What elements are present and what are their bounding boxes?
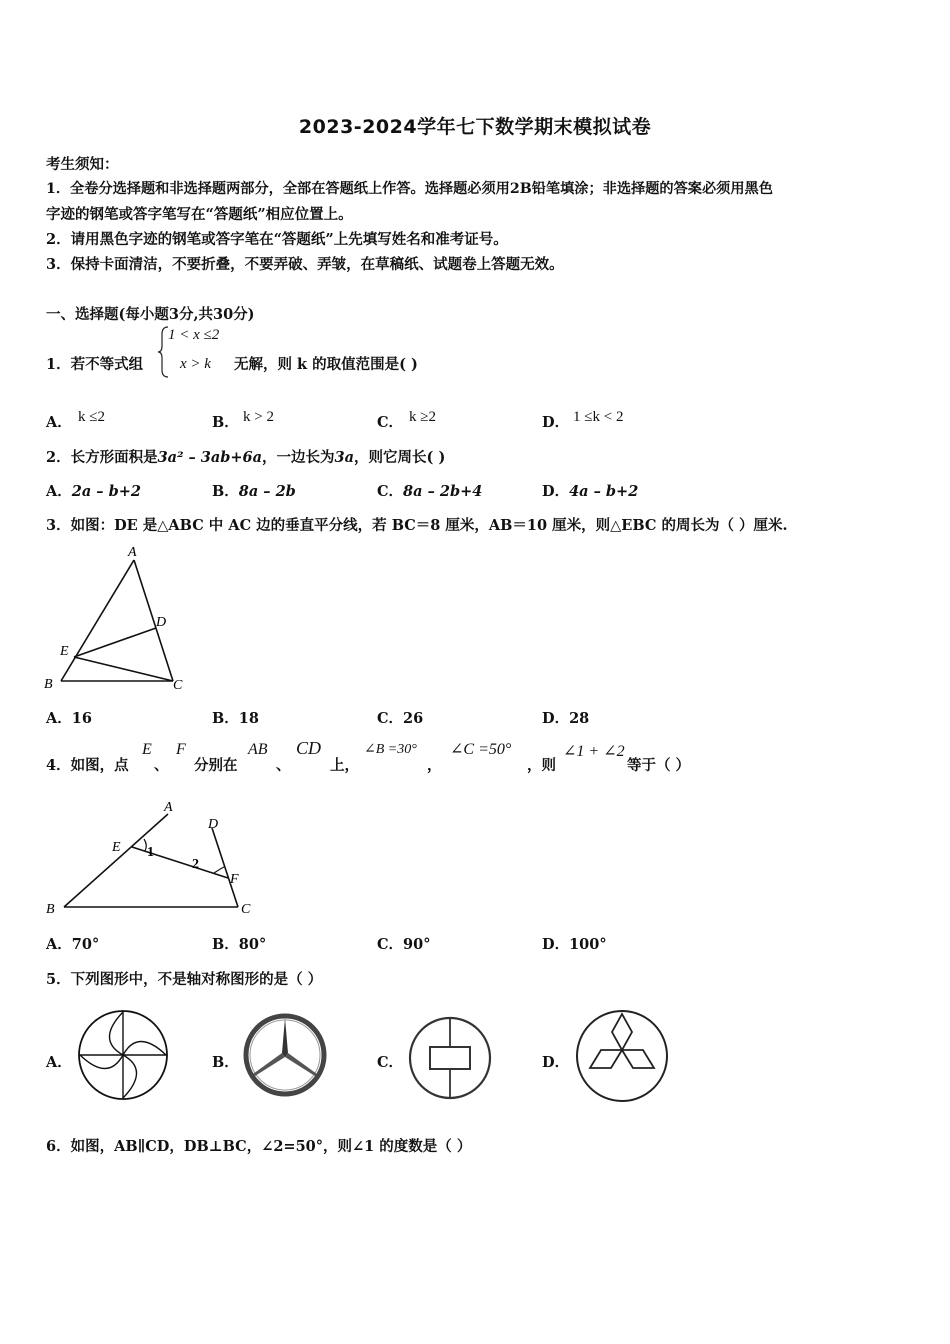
q4-label-b: B: [46, 902, 55, 917]
q4-line-cd: [212, 828, 238, 907]
q3-option-b-label: B．: [212, 710, 239, 727]
q3-segment-de: [74, 628, 156, 657]
q3-option-d-text: 28: [569, 710, 590, 727]
q2-stem-c: ，则它周长( ): [354, 449, 446, 466]
q2-option-b: [212, 480, 296, 501]
q5-option-c-label: C．: [377, 1054, 404, 1071]
q4-option-c: [377, 933, 430, 954]
q5-stem: 5．下列图形中，不是轴对称图形的是（ ）: [46, 971, 323, 988]
q1-ineq-row-2: x > k: [180, 356, 211, 372]
q3-segment-ec: [74, 657, 173, 681]
q5-figure-c-circle-rect-icon: [406, 1014, 494, 1102]
q5-figure-b-star-logo-icon: [242, 1012, 328, 1098]
q2-option-b-label: B．: [212, 483, 239, 500]
q1-option-c-label: C．: [377, 414, 404, 431]
q3-label-e: E: [60, 644, 69, 659]
q4-label-f: F: [230, 872, 239, 887]
q1-prefix: 1．若不等式组: [46, 356, 144, 373]
notice-line-1b: 字迹的钢笔或答字笔写在“答题纸”相应位置上。: [46, 206, 353, 223]
q3-option-c-text: 26: [403, 710, 424, 727]
q4-part-3: 上，: [330, 757, 359, 774]
q4-label-c: C: [241, 902, 251, 917]
q4-option-a-text: 70°: [71, 936, 100, 953]
q1-ineq-row-1: 1 < x ≤2: [168, 327, 220, 343]
q4-line-cd: CD: [296, 738, 322, 758]
q4-label-d: D: [208, 817, 219, 832]
q3-option-a-label: A．: [46, 710, 72, 727]
q2-option-a-label: A．: [46, 483, 72, 500]
q3-option-d-label: D．: [542, 710, 570, 727]
q4-point-f: F: [176, 741, 186, 758]
q4-part-4: ，则: [527, 757, 556, 774]
q5-figure-d-three-diamonds-icon: [572, 1008, 672, 1104]
q2-expression: 3a² – 3ab+6a: [157, 449, 263, 466]
q4-option-c-text: 90°: [403, 936, 431, 953]
q4-line-ba: [64, 814, 168, 907]
q2-option-a-text: 2a – b+2: [71, 483, 141, 500]
q4-part-1: 4．如图，点: [46, 757, 129, 774]
q4-part-5: 等于（ ）: [627, 757, 691, 774]
q3-label-a: A: [128, 545, 137, 560]
q4-angle-b: ∠B =30°: [364, 742, 417, 757]
q1-option-d-text: 1 ≤k < 2: [573, 409, 624, 425]
q4-option-d: [542, 933, 607, 954]
q2-option-b-text: 8a – 2b: [238, 483, 296, 500]
q4-option-b: [212, 933, 266, 954]
q4-separator-2: 、: [276, 757, 291, 774]
q4-angle-1-arc: [144, 839, 146, 851]
q4-figure: [40, 795, 270, 925]
q4-label-a: A: [164, 800, 173, 815]
q2-option-d-label: D．: [542, 483, 570, 500]
q1-option-b-text: k > 2: [243, 409, 274, 425]
q3-option-c-label: C．: [377, 710, 404, 727]
q5-figure-a-pinwheel-icon: [76, 1008, 170, 1102]
q1-option-d-label: D．: [542, 414, 570, 431]
q4-comma: ，: [427, 757, 442, 774]
q3-side-ac: [134, 560, 173, 681]
page-title: 2023-2024学年七下数学期末模拟试卷: [298, 116, 652, 138]
q2-option-d-text: 4a – b+2: [569, 483, 639, 500]
q3-option-b-text: 18: [238, 710, 259, 727]
q2-option-d: [542, 480, 638, 501]
q5-option-b-label: B．: [212, 1054, 239, 1071]
q4-angle-sum: ∠1 + ∠2: [563, 743, 625, 760]
q4-label-2: 2: [192, 857, 199, 872]
q3-label-c: C: [173, 678, 183, 693]
q4-point-e: E: [142, 741, 152, 758]
q3-option-a-text: 16: [71, 710, 92, 727]
q5-option-a-label: A．: [46, 1054, 72, 1071]
q2-option-c-label: C．: [377, 483, 404, 500]
notice-line-3: 3．保持卡面清洁，不要折叠，不要弄破、弄皱，在草稿纸、试题卷上答题无效。: [46, 256, 564, 273]
notice-line-2: 2．请用黑色字迹的钢笔或答字笔在“答题纸”上先填写姓名和准考证号。: [46, 231, 508, 248]
q4-angle-c: ∠C =50°: [450, 741, 512, 758]
q1-option-a-text: k ≤2: [78, 409, 105, 425]
q1-option-b-label: B．: [212, 414, 239, 431]
section-heading: 一、选择题(每小题3分,共30分): [46, 306, 255, 323]
q4-part-2: 分别在: [194, 757, 238, 774]
q5-option-d-label: D．: [542, 1054, 570, 1071]
q4-option-a: [46, 933, 99, 954]
q3-triangle-figure: [40, 540, 200, 698]
q2-option-c-text: 8a – 2b+4: [403, 483, 483, 500]
q3-label-d: D: [156, 615, 167, 630]
q4-label-1: 1: [147, 845, 154, 860]
q2-stem-a: 2．长方形面积是: [46, 449, 158, 466]
notice-line-1a: 1．全卷分选择题和非选择题两部分，全部在答题纸上作答。选择题必须用2B铅笔填涂；非选择题的答案必须用黑色: [46, 181, 773, 197]
q3-option-d: [542, 707, 589, 728]
q1-option-c-text: k ≥2: [409, 409, 436, 425]
q4-option-d-label: D．: [542, 936, 570, 953]
q4-option-d-text: 100°: [569, 936, 607, 953]
q4-option-b-label: B．: [212, 936, 239, 953]
q2-stem: [46, 446, 445, 467]
notice-heading: 考生须知：: [46, 156, 119, 173]
q2-option-a: [46, 480, 141, 501]
q3-option-a: [46, 707, 92, 728]
q6-stem: 6．如图，AB∥CD，DB⊥BC，∠2=50°，则∠1 的度数是（ ）: [46, 1138, 472, 1155]
q3-stem: 3．如图：DE 是△ABC 中 AC 边的垂直平分线，若 BC＝8 厘米，AB＝10 厘米，则△EBC 的周长为（ ）厘米.: [46, 517, 788, 534]
q2-stem-b: ，一边长为: [262, 449, 335, 466]
q4-angle-2-arc: [214, 867, 224, 873]
q4-separator-1: 、: [154, 757, 169, 774]
q4-option-a-label: A．: [46, 936, 72, 953]
q1-suffix: 无解，则 k 的取值范围是( ): [234, 356, 418, 373]
q4-option-c-label: C．: [377, 936, 404, 953]
q1-option-a-label: A．: [46, 414, 72, 431]
q3-option-b: [212, 707, 259, 728]
q4-option-b-text: 80°: [238, 936, 267, 953]
q4-label-e: E: [112, 840, 121, 855]
q2-side: 3a: [334, 449, 355, 466]
q4-line-ab: AB: [248, 741, 268, 758]
q2-option-c: [377, 480, 482, 501]
q3-option-c: [377, 707, 423, 728]
q3-label-b: B: [44, 677, 53, 692]
